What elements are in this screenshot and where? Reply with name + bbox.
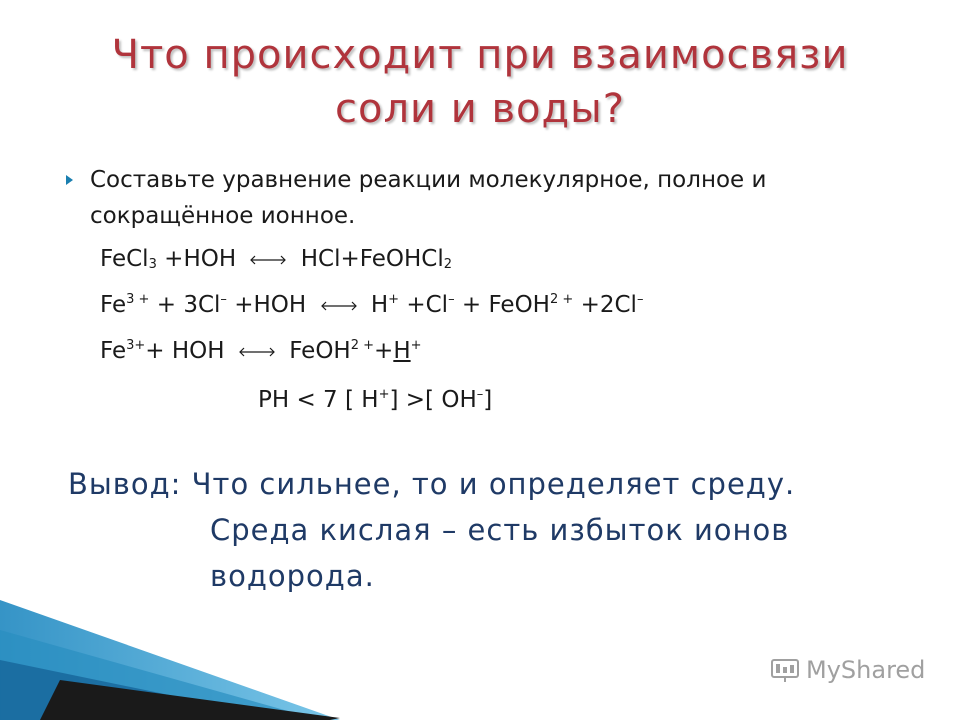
decorative-corner-stripe [0,560,340,720]
reversible-arrow-icon [249,254,287,266]
myshared-logo-icon [770,657,800,683]
eq-text: PH < 7 [ H [258,387,379,413]
eq-superscript: 3 + [126,292,150,307]
eq-text: + [374,338,394,364]
ph-statement [258,380,492,415]
eq-superscript: + [378,387,390,402]
eq-text: + 3Cl [149,292,221,318]
eq-underlined-text: H [393,338,411,364]
eq-text: Fe [100,338,127,364]
eq-text: +HOH [226,292,307,318]
triangle-bullet-icon [66,175,73,185]
eq-superscript: + [388,292,400,307]
full-ionic-equation [100,285,643,320]
eq-text: FeOH [289,338,351,364]
eq-text: ] >[ OH [389,387,477,413]
watermark [770,656,925,684]
eq-text: +HOH [156,246,237,272]
title-line-2: соли и воды? [335,86,625,132]
molecular-equation [100,244,452,280]
slide-title [40,28,920,136]
eq-superscript: 2 + [549,292,574,307]
eq-subscript: 3 [148,257,157,272]
eq-superscript: + [410,338,422,353]
eq-text: Fe [100,292,127,318]
bullet-item [66,162,886,234]
eq-superscript: – [476,387,484,402]
eq-superscript: – [448,292,455,307]
conclusion-line-2: Среда кислая – есть избыток ионов [210,513,790,547]
bullet-text: Составьте уравнение реакции молекулярное, полное и сокращённое ионное. [90,167,767,229]
reversible-arrow-icon [320,300,358,312]
title-line-1: Что происходит при взаимосвязи [111,32,849,78]
eq-superscript: 2 + [350,338,375,353]
eq-superscript: – [220,292,227,307]
eq-text: HCl+FeOHCl [300,246,444,272]
eq-superscript: – [636,292,644,307]
conclusion-line-1: Вывод: Что сильнее, то и определяет среду. [68,467,796,501]
eq-text: +2Cl [573,292,637,318]
watermark-text: MyShared [806,656,926,684]
eq-text: ] [483,387,493,413]
eq-superscript: 3+ [126,338,146,353]
reversible-arrow-icon [238,346,276,358]
conclusion-block [68,465,908,593]
eq-subscript: 2 [443,257,453,272]
eq-text: FeCl [100,246,149,272]
eq-text: H [370,292,389,318]
short-ionic-equation [100,331,422,366]
eq-text: +Cl [399,292,449,318]
eq-text: + HOH [145,338,225,364]
conclusion-line-3: водорода. [210,559,375,593]
eq-text: + FeOH [454,292,550,318]
